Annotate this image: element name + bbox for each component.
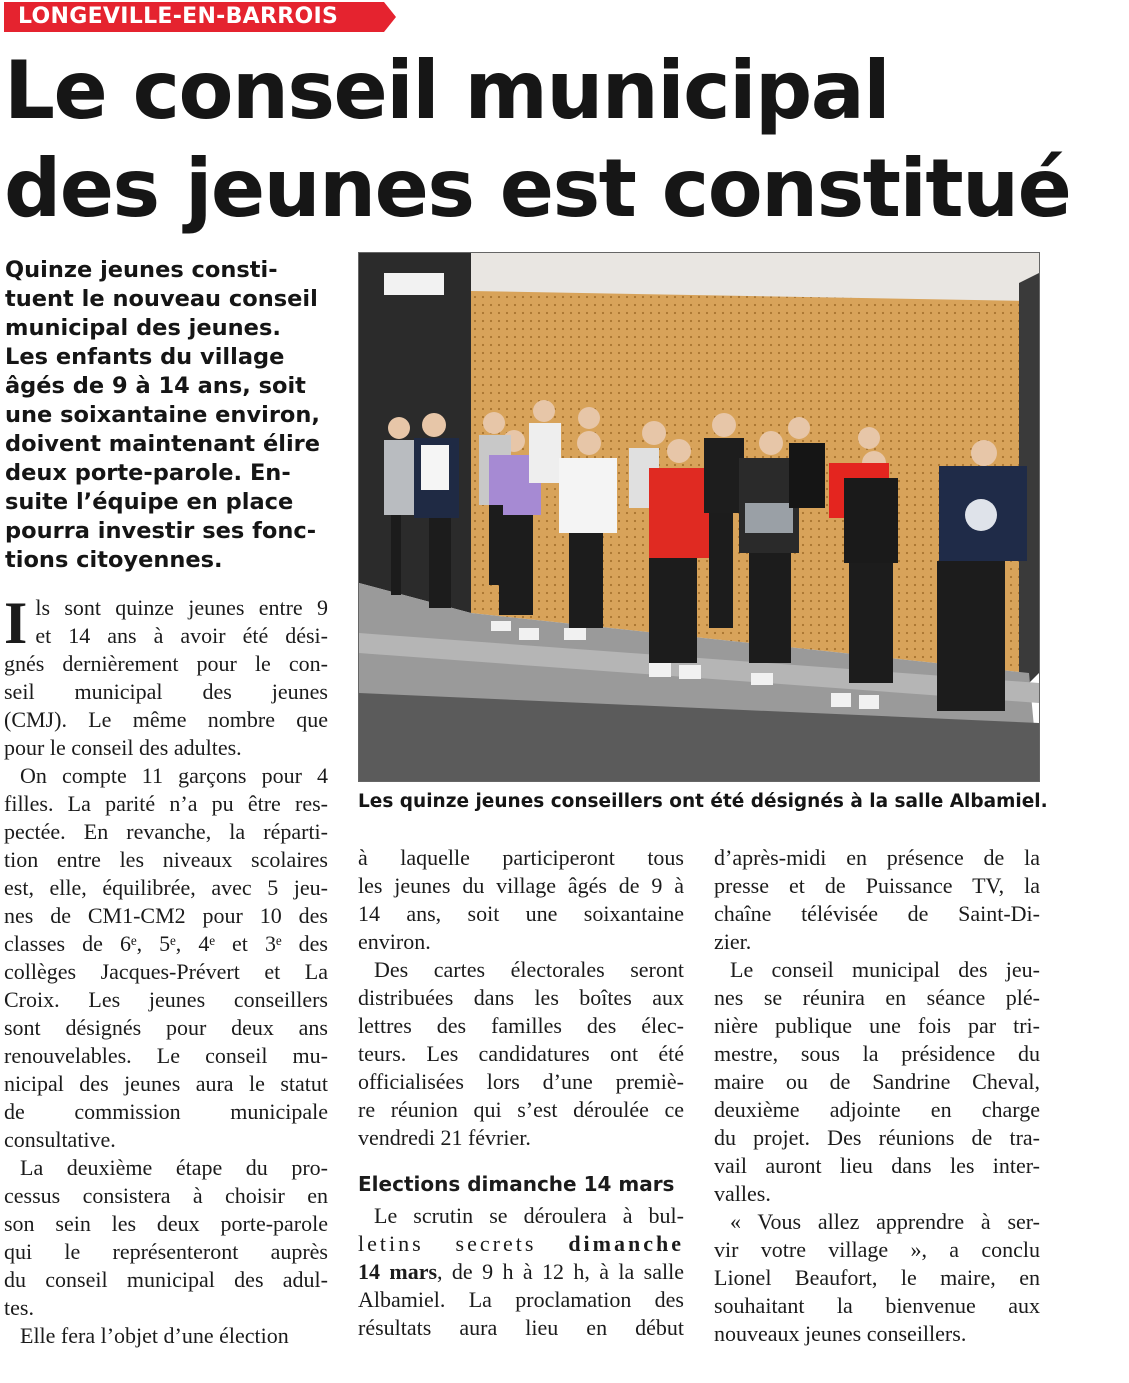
body-line: zier. — [714, 929, 752, 954]
body-line: environ. — [358, 929, 431, 954]
group-photo — [358, 252, 1040, 782]
body-line: Lionel Beaufort, le maire, en — [714, 1265, 1040, 1290]
body-line: Le scrutin se déroulera à bul- — [374, 1203, 684, 1228]
body-line: gnés dernièrement pour le con- — [4, 651, 328, 676]
body-text: letins secrets — [358, 1231, 569, 1256]
body-line: souhaitant la bienvenue aux — [714, 1293, 1040, 1318]
body-line: teurs. Les candidatures ont été — [358, 1041, 684, 1066]
body-line: de commission municipale — [4, 1099, 328, 1124]
body-line: Croix. Les jeunes conseillers — [4, 987, 328, 1012]
section-tag — [4, 2, 396, 32]
body-line: tion entre les niveaux scolaires — [4, 847, 328, 872]
body-line: nière publique une fois par tri- — [714, 1013, 1040, 1038]
drop-cap: I — [4, 590, 28, 656]
body-line: vail auront lieu dans les inter- — [714, 1153, 1040, 1178]
body-line — [358, 1258, 684, 1286]
lead-line: tuent le nouveau conseil — [5, 286, 318, 312]
body-line: du conseil municipal des adul- — [4, 1267, 328, 1292]
lead-line: Quinze jeunes consti- — [5, 257, 278, 283]
body-line: re réunion qui s’est déroulée ce — [358, 1097, 684, 1122]
headline-line-1: Le conseil municipal — [4, 44, 890, 137]
lead-line: tions citoyennes. — [5, 547, 223, 573]
body-line: renouvelables. Le conseil mu- — [4, 1043, 328, 1068]
body-line: pectée. En revanche, la réparti- — [4, 819, 328, 844]
body-line: classes de 6ᵉ, 5ᵉ, 4ᵉ et 3ᵉ des — [4, 931, 328, 956]
lead-line: âgés de 9 à 14 ans, soit — [5, 373, 306, 399]
body-line: (CMJ). Le même nombre que — [4, 707, 328, 732]
section-tag-label: LONGEVILLE-EN-BARROIS — [18, 4, 339, 29]
body-line: résultats aura lieu en début — [358, 1315, 684, 1340]
body-line: tes. — [4, 1295, 34, 1320]
body-line: du projet. Des réunions de tra- — [714, 1125, 1040, 1150]
body-line: maire ou de Sandrine Cheval, — [714, 1069, 1040, 1094]
body-line: Le conseil municipal des jeu- — [730, 957, 1040, 982]
body-line: et 14 ans à avoir été dési- — [35, 623, 328, 648]
body-line: 14 ans, soit une soixantaine — [358, 901, 684, 926]
subheading: Elections dimanche 14 mars — [358, 1172, 675, 1196]
body-line: à laquelle participeront tous — [358, 845, 684, 870]
body-line: cessus consistera à choisir en — [4, 1183, 328, 1208]
body-text: , de 9 h à 12 h, à la salle — [437, 1259, 684, 1284]
body-column-3 — [714, 844, 1040, 1348]
lead-line: suite l’équipe en place — [5, 489, 294, 515]
body-line: les jeunes du village âgés de 9 à — [358, 873, 684, 898]
body-line: distribuées dans les boîtes aux — [358, 985, 684, 1010]
body-line: Des cartes électorales seront — [374, 957, 684, 982]
body-line: presse et de Puissance TV, la — [714, 873, 1040, 898]
body-line: sont désignés pour deux ans — [4, 1015, 328, 1040]
body-text-bold: dimanche — [568, 1231, 684, 1256]
body-line — [358, 1230, 684, 1258]
body-line: son sein les deux porte-parole — [4, 1211, 328, 1236]
body-line: collèges Jacques-Prévert et La — [4, 959, 328, 984]
body-line: ls sont quinze jeunes entre 9 — [35, 595, 328, 620]
body-line: chaîne télévisée de Saint-Di- — [714, 901, 1040, 926]
body-line: pour le conseil des adultes. — [4, 735, 242, 760]
body-line: valles. — [714, 1181, 771, 1206]
body-line: nes de CM1-CM2 pour 10 des — [4, 903, 328, 928]
body-line: nicipal des jeunes aura le statut — [4, 1071, 328, 1096]
body-line: seil municipal des jeunes — [4, 679, 328, 704]
headline — [4, 42, 1124, 238]
body-line: nes se réunira en séance plé- — [714, 985, 1040, 1010]
headline-line-2: des jeunes est constitué — [4, 142, 1071, 235]
body-line: filles. La parité n’a pu être res- — [4, 791, 328, 816]
body-line: mestre, sous la présidence du — [714, 1041, 1040, 1066]
group-photo-icon — [359, 253, 1039, 781]
body-line: « Vous allez apprendre à ser- — [730, 1209, 1040, 1234]
lead-line: une soixantaine environ, — [5, 402, 320, 428]
body-text-bold: 14 mars — [358, 1259, 438, 1284]
lead-line: Les enfants du village — [5, 344, 285, 370]
body-line: On compte 11 garçons pour 4 — [20, 763, 328, 788]
body-line: lettres des familles des élec- — [358, 1013, 684, 1038]
body-line: vendredi 21 février. — [358, 1125, 531, 1150]
body-line: qui le représenteront auprès — [4, 1239, 328, 1264]
body-line: deuxième adjointe en charge — [714, 1097, 1040, 1122]
body-line: vir votre village », a conclu — [714, 1237, 1040, 1262]
lead-line: pourra investir ses fonc- — [5, 518, 317, 544]
body-column-1 — [4, 590, 328, 1350]
body-line: consultative. — [4, 1127, 116, 1152]
body-line: est, elle, équilibrée, avec 5 jeu- — [4, 875, 328, 900]
lead-paragraph — [5, 256, 330, 575]
body-line: Albamiel. La proclamation des — [358, 1287, 684, 1312]
lead-line: deux porte-parole. En- — [5, 460, 291, 486]
body-column-2 — [358, 844, 684, 1342]
body-line: Elle fera l’objet d’une élection — [20, 1323, 289, 1348]
body-line: d’après-midi en présence de la — [714, 845, 1040, 870]
lead-line: doivent maintenant élire — [5, 431, 321, 457]
body-line: nouveaux jeunes conseillers. — [714, 1321, 967, 1346]
photo-caption: Les quinze jeunes conseillers ont été désignés à la salle Albamiel. — [358, 791, 1048, 812]
body-line: officialisées lors d’une premiè- — [358, 1069, 684, 1094]
lead-line: municipal des jeunes. — [5, 315, 281, 341]
body-line: La deuxième étape du pro- — [20, 1155, 328, 1180]
